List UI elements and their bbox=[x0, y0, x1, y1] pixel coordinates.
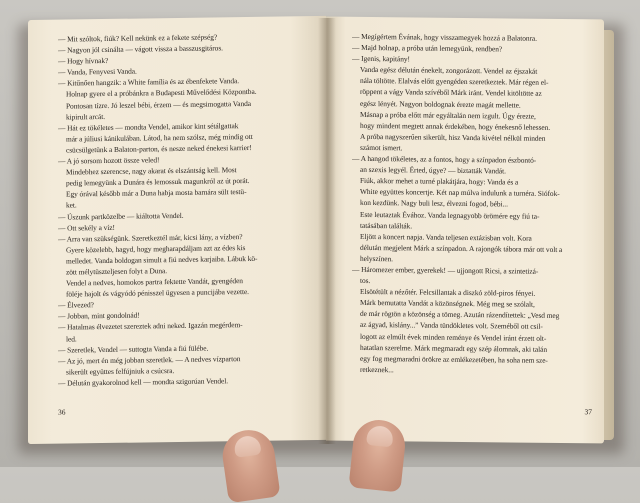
text-line: már a júliusi kánikulában. Látod, ha nem szólsz, még mindig ott bbox=[66, 131, 253, 144]
text-line: pedig lemegyünk a Dunára és lemossuk magunkról az út porát. bbox=[66, 176, 250, 188]
text-line: Holnap gyere el a próbánkra a Budapesti Művelődési Központba. bbox=[66, 87, 257, 100]
left-page-number: 36 bbox=[58, 407, 66, 417]
text-line: nála töltötte. Elalvás előtt gyengéden szeretkeztek. Már régen el- bbox=[360, 76, 549, 88]
text-line: délután megjelent Márk a színpadon. A rajongók tábora már ott volt a bbox=[360, 242, 563, 254]
text-line: Fiúk, akkor mehet a turné plakátjára, hogy: Vanda és a bbox=[360, 176, 519, 187]
text-line: Vanda egész délután énekelt, zongorázott. Vendel az éjszakát bbox=[360, 65, 538, 77]
text-line: led. bbox=[66, 333, 77, 344]
text-line: — Jobban, mint gondolnád! bbox=[58, 310, 140, 322]
text-line: Márk bemutatta Vandát a közönségnek. Még meg se szólalt, bbox=[360, 298, 535, 309]
left-page-text bbox=[58, 30, 313, 389]
text-line: csücsülgetünk a Balaton-parton, és nesze neked énekesi karrier! bbox=[66, 142, 252, 155]
text-line: — Az jó, mert én még jobban szeretlek. — A nedves vízparton bbox=[58, 353, 241, 366]
text-line: — Hát ez tökéletes — mondta Vendel, amikor kint sétálgattak bbox=[58, 120, 239, 133]
text-line: Pontosan tízre. Jó leszel bébi, érzem — és megsimogatta Vanda bbox=[66, 98, 252, 111]
text-line: — Élvezed? bbox=[58, 300, 94, 310]
left-thumbnail-nail bbox=[233, 434, 262, 457]
text-line: tos. bbox=[360, 275, 371, 286]
text-line: — Úszunk partközelbe — kiáltotta Vendel. bbox=[58, 210, 184, 222]
right-thumbnail-nail bbox=[366, 425, 394, 448]
text-line: — Igenis, kapitány! bbox=[352, 54, 410, 64]
text-line: Másnap a próba előtt már egyáltalán nem izgult. Úgy érezte, bbox=[360, 109, 536, 121]
text-line: tatásában találták. bbox=[360, 220, 412, 231]
text-line: hogy mindent megtett annak érdekében, hogy énekesnő lehessen. bbox=[360, 120, 551, 132]
text-line: — Megígértem Évának, hogy visszamegyek hozzá a Balatonra. bbox=[352, 31, 537, 43]
text-line: egy fog megmaradni örökre az emlékezetében, ha soha nem sze- bbox=[360, 353, 548, 365]
text-line: helyszínen. bbox=[360, 253, 393, 264]
text-line: az ágyad, kislány...” Vanda tündökletes volt. Szeméből ott csil- bbox=[360, 320, 543, 332]
text-line: — Mit szóltok, fiúk? Kell nekünk ez a fekete szépség? bbox=[58, 32, 218, 44]
text-line: logott az elmúlt évek minden reménye és Vendel iránt érzett olt- bbox=[360, 331, 547, 343]
text-line: — Vanda, Fenyvesi Vanda. bbox=[58, 66, 137, 77]
text-line: — Szeretlek, Vendel — suttogta Vanda a fiú fülébe. bbox=[58, 343, 209, 355]
text-line: zött mélytüszteljesen folyt a Duna. bbox=[66, 266, 168, 277]
text-line: — Hogy hívnak? bbox=[58, 56, 109, 66]
text-line: Este leutaztak Évához. Vanda legnagyobb örömére egy fiú ta- bbox=[360, 209, 540, 221]
text-line: kon kezdünk. Nagy buli lesz, élvezni fogod, bébi... bbox=[360, 198, 508, 209]
text-line: White együttes koncertje. Két nap múlva indulunk a turnéra. Siófok- bbox=[360, 187, 560, 199]
text-line: Elsötétült a nézőtér. Felcsillantak a diszkó zöld-piros fényei. bbox=[360, 287, 536, 298]
text-line: Egy órával később már a Duna habja mosta barnára sült testü- bbox=[66, 187, 247, 199]
text-line: — Hatalmas élvezetet szereztek adni neked. Igazán megérdem- bbox=[58, 320, 243, 333]
text-line: de már rögtön a közönség a tömeg. Azután rázendítettek: „Vesd meg bbox=[360, 309, 560, 321]
text-line: an szexis legyél. Érted, úgye? — biztatták Vandát. bbox=[360, 165, 506, 176]
text-line: A próba nagyszerűen sikerült, hisz Vanda kivétel nélkül minden bbox=[360, 131, 546, 143]
text-line: — Majd holnap, a próba után lemegyünk, rendben? bbox=[352, 42, 503, 54]
text-line: retkeznek... bbox=[360, 364, 394, 375]
text-line: — Arra van szükségünk. Szeretkeztél már, kicsi lány, a vízben? bbox=[58, 231, 243, 244]
right-page-text bbox=[352, 31, 594, 377]
text-line: melledet. Vanda boldogan simult a fiú nedves karjaiba. Lábuk kö- bbox=[66, 253, 258, 266]
text-line: föléje hajolt és vágyódó pénisszel ügyesen a puncijába vezette. bbox=[66, 287, 249, 299]
text-line: — Háromezer ember, gyerekek! — ujjongott Ricsi, a szintetizá- bbox=[352, 264, 539, 276]
text-line: — Kitűnően hangzik: a White família és az ébenfekete Vanda. bbox=[58, 76, 240, 89]
text-line: Gyere közelebb, hagyd, hogy megharapdáljam azt az édes kis bbox=[66, 242, 246, 255]
text-line: — Nagyon jól csinálta — vágott vissza a basszusgitáros. bbox=[58, 43, 223, 55]
text-line: hatatlan szerelme. Márk megmaradt egy szép álomnak, aki talán bbox=[360, 342, 547, 354]
text-line: kipirult arcát. bbox=[66, 111, 106, 122]
text-line: — Délután gyakorolnod kell — mondta szigorúan Vendel. bbox=[58, 376, 229, 388]
text-line: Vendel a nedves, homokos partra fektette Vandát, gyengéden bbox=[66, 276, 243, 288]
text-line: Eljött a koncert napja. Vanda teljesen extázisban volt. Kora bbox=[360, 231, 532, 243]
text-line: röppent a vágy Vanda szívéből Márk iránt. Vendel kitöltötte az bbox=[360, 87, 542, 99]
text-line: sikerült együttes felfújniuk a csúcsra. bbox=[66, 365, 175, 377]
text-line: Mindebhez szerencse, nagy akarat és elszántság kell. Most bbox=[66, 165, 237, 177]
right-page bbox=[326, 17, 604, 444]
text-line: — A jó sorsom hozott össze veled! bbox=[58, 155, 160, 166]
text-line: — Ott sekély a víz! bbox=[58, 222, 115, 233]
text-line: ket. bbox=[66, 200, 77, 210]
text-line: egész lényét. Nagyon boldognak érezte magát mellette. bbox=[360, 98, 521, 110]
right-page-number: 37 bbox=[584, 407, 592, 417]
text-line: számot ismert. bbox=[360, 142, 403, 153]
text-line: — A hangod tökéletes, az a fontos, hogy a színpadon észbontó- bbox=[352, 153, 537, 165]
left-page bbox=[28, 16, 326, 444]
